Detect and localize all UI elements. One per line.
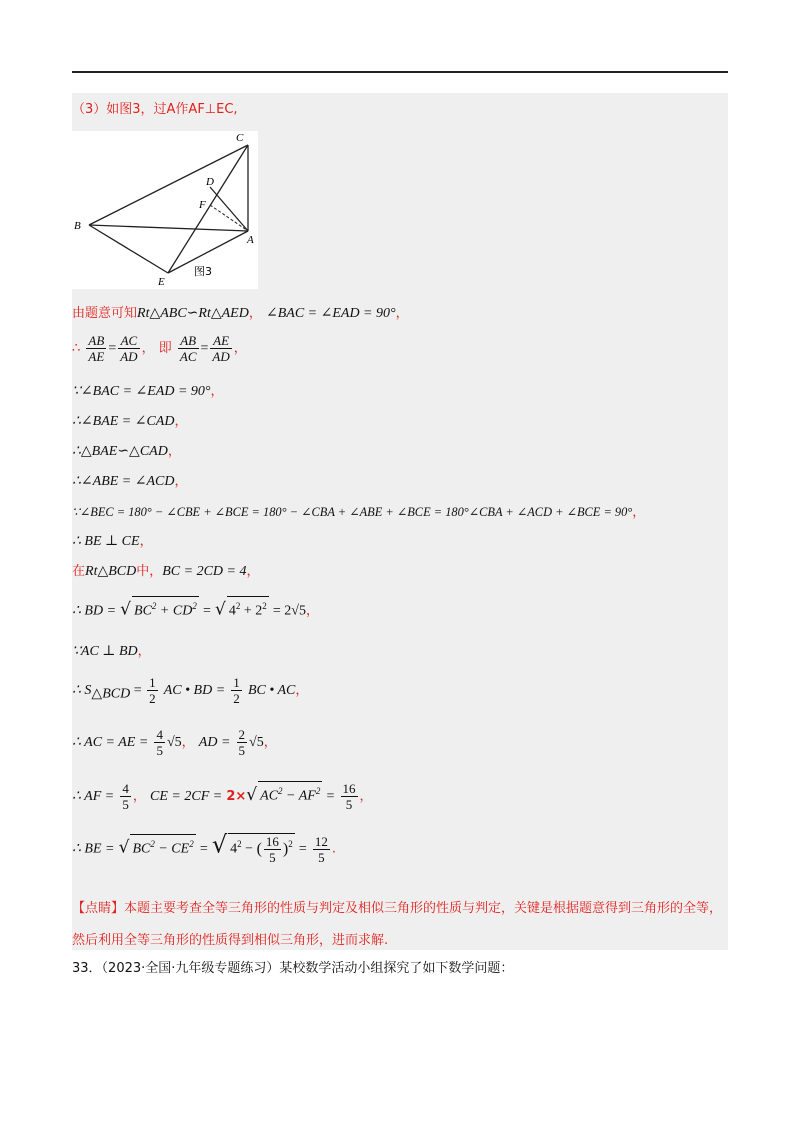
line-l14: ∴ AF = $\frac{4}{5}$ ， CE = 2CF = 2×√ $AC^2 - AF^2$ = $\frac{16}{5}$ ， — [72, 781, 373, 812]
line-l4: ∴∠BAE = ∠CAD， — [72, 414, 188, 429]
line-l6: ∴∠ABE = ∠ACD， — [72, 474, 188, 489]
header-rule — [72, 71, 728, 73]
question-33: 33．（2023·全国·九年级专题练习）某校数学活动小组探究了如下数学问题： — [72, 961, 514, 976]
label-a: A — [247, 234, 254, 246]
label-e: E — [158, 276, 165, 288]
label-c: C — [236, 132, 244, 144]
line-l13: ∴ AC = AE = $\frac{4}{5}$ √5， AD = $\frac{2}{5}$ √5， — [72, 727, 277, 758]
line-l11: ∵AC ⊥ BD， — [72, 644, 151, 659]
line-l10: ∴ BD = √ $BC^2 + CD^2$ = √ $4^2 + 2^2 = 2√5$， — [72, 596, 319, 621]
figure-caption: 图3 — [194, 265, 212, 278]
line-l8: ∴ BE ⊥ CE， — [72, 534, 153, 549]
line-l5: ∴△BAE∽△CAD， — [72, 444, 181, 459]
part-header: （3）如图3，过A作AF⊥EC, — [72, 102, 238, 117]
line-l9: 在Rt△BCD中，BC = 2CD = 4， — [72, 564, 260, 579]
label-b: B — [74, 220, 81, 232]
label-f: F — [199, 199, 206, 211]
line-l15: ∴ BE = √ $BC^2 - CE^2$ = √ $4^2$ − ( $\frac{16}{5}$ )$^2$ = $\frac{12}{5}$ . — [72, 830, 337, 865]
line-l7: ∵∠BEC = 180° − ∠CBE + ∠BCE = 180° − ∠CBA + ∠ABE + ∠BCE = 180°∠CBA + ∠ACD + ∠BCE = 90°， — [72, 505, 646, 520]
label-d: D — [206, 176, 214, 188]
remark-paragraph: 【点睛】本题主要考查全等三角形的性质与判定及相似三角形的性质与判定，关键是根据题意得到三角形的全等，然后利用全等三角形的性质得到相似三角形，进而求解. — [72, 901, 723, 948]
solution-panel — [72, 93, 728, 950]
line-l12: ∴ $S_{\triangle BCD}$ = $\frac{1}{2}$ AC • BD = $\frac{1}{2}$ BC • AC， — [72, 675, 309, 706]
geometry-figure — [72, 131, 258, 289]
line-similar: 由题意可知Rt△ABC∽Rt△AED， ∠BAC = ∠EAD = 90°， — [72, 306, 409, 321]
line-l3: ∵∠BAC = ∠EAD = 90°， — [72, 384, 224, 399]
line-ratio: ∴ $\frac{AB}{AE}$ = $\frac{AC}{AD}$ ， 即 $\frac{AB}{AC}$ = $\frac{AE}{AD}$ ， — [72, 333, 247, 364]
